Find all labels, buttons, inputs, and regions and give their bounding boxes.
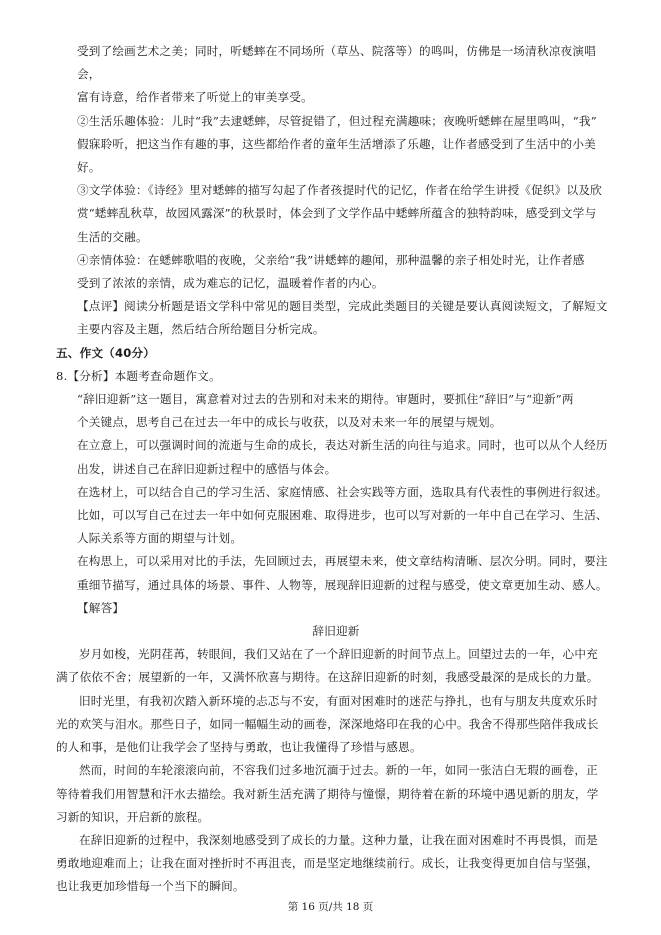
essay-line: 的人和事，是他们让我学会了坚持与勇敢，也让我懂得了珍惜与感恩。	[56, 740, 422, 755]
essay-line: 也让我更加珍惜每一个当下的瞬间。	[56, 879, 245, 894]
essay-line: 习新的知识，开启新的旅程。	[56, 809, 210, 824]
q8-analysis-block	[56, 365, 616, 620]
essay-body	[56, 643, 616, 898]
text-line: 重细节描写，通过具体的场景、事件、人物等，展现辞旧迎新的过程与感受，使文章更加生动、感人。	[77, 577, 608, 592]
question-heading: 8.【分析】本题考查命题作文。	[56, 368, 221, 383]
text-line: ④亲情体验：在蟋蟀歌唱的夜晚，父亲给“我”讲蟋蟀的趣闻，那种温馨的亲子相处时光，让作者感	[77, 252, 585, 267]
text-line: 在选材上，可以结合自己的学习生活、家庭情感、社会实践等方面，选取具有代表性的事例进行叙述。	[77, 484, 608, 499]
text-line: 赏“蟋蟀乱秋草，故园风露深”的秋景时，体会到了文学作品中蟋蟀所蕴含的独特韵味，感受到文学与	[77, 206, 597, 221]
text-line: 在立意上，可以强调时间的流逝与生命的成长，表达对新生活的向往与追求。同时，也可以从个人经历	[77, 438, 608, 453]
comment-line: 【点评】阅读分析题是语文学科中常见的题目类型，完成此类题目的关键是要认真阅读短文，了解短文	[77, 299, 608, 314]
text-line: ③文学体验：《诗经》里对蟋蟀的描写勾起了作者孩提时代的记忆，作者在给学生讲授《促织》以及欣	[77, 183, 602, 198]
essay-line: 旧时光里，有我初次踏入新环境的忐忑与不安，有面对困难时的迷茫与挣扎，也有与朋友共度欢乐时	[79, 693, 598, 708]
essay-line: 然而，时间的车轮滚滚向前，不容我们过多地沉湎于过去。新的一年，如同一张洁白无瑕的画卷，正	[79, 763, 598, 778]
text-line: 受到了浓浓的亲情，成为难忘的记忆，温暖着作者的内心。	[77, 276, 384, 291]
text-line: 富有诗意，给作者带来了听觉上的审美享受。	[77, 90, 313, 105]
answer-heading: 【解答】	[77, 600, 125, 615]
essay-line: 等待着我们用智慧和汗水去描绘。我对新生活充满了期待与憧憬，期待着在新的环境中遇见新的朋友，学	[56, 786, 599, 801]
essay-line: 在辞旧迎新的过程中，我深刻地感受到了成长的力量。这种力量，让我在面对困难时不再畏惧，而是	[79, 832, 598, 847]
text-line: 假寐聆听，把这当作有趣的事，这些都给作者的童年生活增添了乐趣，让作者感受到了生活中的小美好。	[77, 136, 596, 175]
text-line: 受到了绘画艺术之美；同时，听蟋蟀在不同场所（草丛、院落等）的鸣叫，仿佛是一场清秋凉夜演唱会，	[77, 44, 596, 82]
essay-line: 勇敢地迎难而上；让我在面对挫折时不再沮丧，而是坚定地继续前行。成长，让我变得更加自信与坚强，	[56, 856, 599, 871]
page-footer: 第 16 页/共 18 页	[287, 901, 374, 913]
text-line: 比如，可以写自己在过去一年中如何克服困难、取得进步，也可以写对新的一年中自己在学习、生活、	[77, 508, 608, 523]
text-line: 出发，讲述自己在辞旧迎新过程中的感悟与体会。	[77, 461, 337, 476]
comment-line: 主要内容及主题，然后结合所给题目分析完成。	[77, 322, 325, 337]
analysis-block	[56, 40, 616, 342]
essay-title: 辞旧迎新	[312, 624, 360, 639]
text-line: 在构思上，可以采用对比的手法，先回顾过去，再展望未来，使文章结构清晰、层次分明。同时，要注	[77, 554, 608, 569]
essay-line: 岁月如梭，光阴荏苒，转眼间，我们又站在了一个辞旧迎新的时间节点上。回望过去的一年，心中充	[79, 647, 598, 662]
section-title: 五、作文（40分）	[56, 345, 156, 360]
page-content	[56, 40, 616, 899]
text-line: 个关键点，思考自己在过去一年中的成长与收获，以及对未来一年的展望与规划。	[77, 415, 502, 430]
essay-line: 满了依依不舍；展望新的一年，又满怀欣喜与期待。在这辞旧迎新的时刻，我感受最深的是成长的力量。	[56, 670, 599, 685]
text-line: 生活的交融。	[77, 229, 148, 244]
text-line: “辞旧迎新”这一题目，寓意着对过去的告别和对未来的期待。审题时，要抓住“辞旧”与“迎新”两	[77, 392, 574, 407]
essay-line: 光的欢笑与泪水。那些日子，如同一幅幅生动的画卷，深深地烙印在我的心中。我舍不得那些陪伴我成长	[56, 716, 599, 731]
text-line: 人际关系等方面的期望与计划。	[77, 531, 243, 546]
text-line: ②生活乐趣体验：儿时“我”去逮蟋蟀，尽管捉错了，但过程充满趣味；夜晚听蟋蟀在屋里鸣叫，“我”	[77, 113, 597, 128]
